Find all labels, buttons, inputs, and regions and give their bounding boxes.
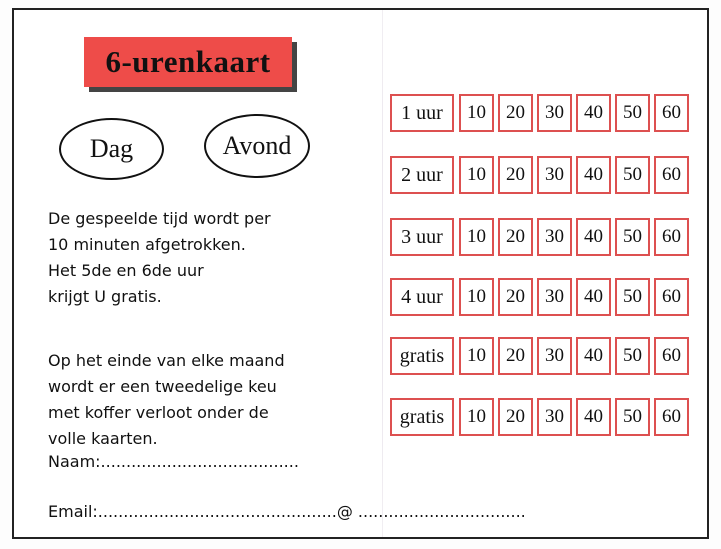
minute-box: 60	[654, 218, 689, 256]
promo-line: wordt er een tweedelige keu	[48, 377, 277, 396]
minute-box: 50	[615, 398, 650, 436]
promo-paragraph	[48, 348, 285, 452]
minute-box: 40	[576, 156, 611, 194]
minute-box: 50	[615, 337, 650, 375]
minute-box: 30	[537, 398, 572, 436]
promo-line: Op het einde van elke maand	[48, 351, 285, 370]
minute-box: 50	[615, 218, 650, 256]
minute-box: 10	[459, 337, 494, 375]
minute-box: 40	[576, 218, 611, 256]
minute-box: 10	[459, 398, 494, 436]
info-line: 10 minuten afgetrokken.	[48, 235, 246, 254]
minute-box: 50	[615, 278, 650, 316]
gratis-row-1	[390, 336, 693, 376]
option-avond-label: Avond	[222, 131, 292, 160]
minute-box: 20	[498, 278, 533, 316]
minute-box: 60	[654, 278, 689, 316]
minute-box: 20	[498, 398, 533, 436]
minute-box: 30	[537, 156, 572, 194]
minute-box: 10	[459, 278, 494, 316]
minute-box: 30	[537, 337, 572, 375]
row-label: 3 uur	[390, 218, 454, 256]
row-label: gratis	[390, 337, 454, 375]
minute-box: 20	[498, 94, 533, 132]
minute-box: 20	[498, 156, 533, 194]
hour-row-2	[390, 155, 693, 195]
name-field: Naam:.......................................	[48, 452, 299, 471]
minute-box: 60	[654, 94, 689, 132]
minute-box: 40	[576, 94, 611, 132]
minute-box: 30	[537, 94, 572, 132]
promo-line: met koffer verloot onder de	[48, 403, 269, 422]
row-label: 4 uur	[390, 278, 454, 316]
minute-box: 20	[498, 337, 533, 375]
minute-box: 50	[615, 94, 650, 132]
row-label: gratis	[390, 398, 454, 436]
info-paragraph	[48, 206, 271, 310]
minute-box: 10	[459, 218, 494, 256]
option-dag	[59, 118, 164, 180]
gratis-row-2	[390, 397, 693, 437]
hour-row-3	[390, 217, 693, 257]
minute-box: 10	[459, 156, 494, 194]
row-label: 2 uur	[390, 156, 454, 194]
info-line: krijgt U gratis.	[48, 287, 162, 306]
minute-box: 40	[576, 278, 611, 316]
option-dag-label: Dag	[89, 134, 134, 163]
row-label: 1 uur	[390, 94, 454, 132]
fold-line	[382, 10, 383, 537]
card-title: 6-urenkaart	[105, 44, 271, 79]
option-avond	[204, 114, 310, 178]
hour-row-1	[390, 93, 693, 133]
minute-box: 30	[537, 218, 572, 256]
minute-box: 10	[459, 94, 494, 132]
minute-box: 60	[654, 156, 689, 194]
minute-box: 60	[654, 398, 689, 436]
minute-box: 40	[576, 337, 611, 375]
info-line: Het 5de en 6de uur	[48, 261, 204, 280]
email-field: Email:...............................................@ .................................	[48, 502, 526, 521]
minute-box: 30	[537, 278, 572, 316]
title-banner	[84, 37, 292, 87]
promo-line: volle kaarten.	[48, 429, 158, 448]
minute-box: 20	[498, 218, 533, 256]
minute-box: 50	[615, 156, 650, 194]
minute-box: 40	[576, 398, 611, 436]
info-line: De gespeelde tijd wordt per	[48, 209, 271, 228]
minute-box: 60	[654, 337, 689, 375]
punch-card	[12, 8, 709, 539]
hour-row-4	[390, 277, 693, 317]
